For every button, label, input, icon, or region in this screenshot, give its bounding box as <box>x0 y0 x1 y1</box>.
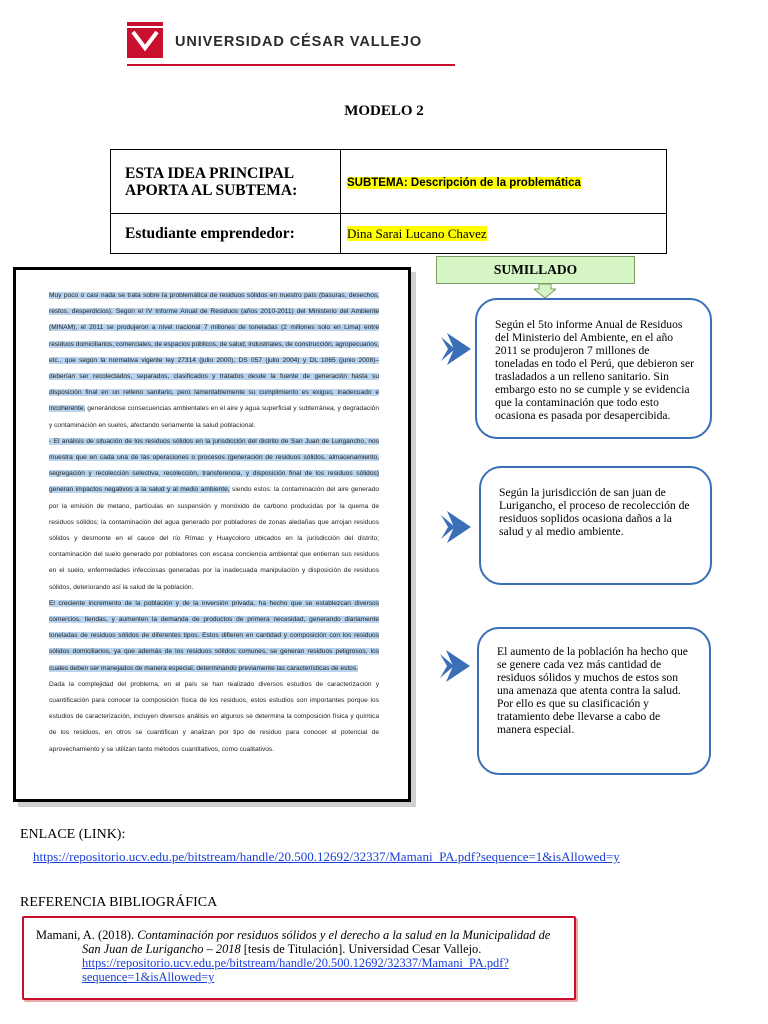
link-label: ENLACE (LINK): <box>20 827 126 842</box>
reference-author: Mamani, A. (2018). <box>36 928 138 942</box>
doc-text: generándose consecuencias ambientales en el aire y agua superficial y subterránea, y degradación y contaminación en suelos, afectando seriamente la salud poblacional. <box>49 405 379 429</box>
header-rule <box>127 64 455 66</box>
doc-highlight: El creciente incremento de la población y de la inversión privada, ha hecho que se establezcan diversos comercios, tiendas, y aumenten la demanda de productos de primera necesidad, generando diariamente toneladas de residuos sólidos de diferentes tipos. Estos difieren en cantidad y composición con los residuos sólidos domiciliarios, ya que además de los residuos sólidos comunes, se generan residuos peligrosos, los cuales deben ser manejados de manera especial, determinando previamente las características de estos. <box>49 599 379 672</box>
subtema-value: SUBTEMA: Descripción de la problemática <box>347 176 581 189</box>
doc-paragraph-1 <box>49 288 379 434</box>
reference-label: REFERENCIA BIBLIOGRÁFICA <box>20 895 218 910</box>
idea-label: ESTA IDEA PRINCIPAL APORTA AL SUBTEMA: <box>111 150 341 214</box>
document-image <box>13 267 411 802</box>
sumillado-heading: SUMILLADO <box>436 256 635 284</box>
doc-highlight: - El análisis de situación de los residuos sólidos en la jurisdicción del distrito de San Juan de Lurigancho, nos muestra que en cada una de las operaciones o procesos (generación de residuos sólidos, almacenamiento, segregación y recolección selectiva, recolección, transferencia, y disposición final de los residuos sólidos) generan impactos negativos a la salud y al medio ambiente, <box>49 437 379 494</box>
right-arrow-icon <box>441 333 471 365</box>
source-link[interactable]: https://repositorio.ucv.edu.pe/bitstream/handle/20.500.12692/32337/Mamani_PA.pdf?sequence=1&isAllowed=y <box>33 849 620 864</box>
summary-box-1: Según el 5to informe Anual de Residuos del Ministerio del Ambiente, en el año 2011 se produjeron 7 millones de toneladas en todo el Perú, que debieron ser trasladados a un relleno sanitario. Sin embargo esto no se cumple y se evidencia que la contaminación que todo esto ocasiona es pasada por desapercibida. <box>475 298 712 439</box>
summary-box-2: Según la jurisdicción de san juan de Lurigancho, el proceso de recolección de residuos soplidos ocasiona daños a la salud y al medio ambiente. <box>479 466 712 585</box>
doc-paragraph-4: Dada la complejidad del problema, en el país se han realizado diversos estudios de caracterización y cuantificación para conocer la composición física de los residuos, estos estudios son importantes porque los estudios de caracterización, incluyen diversos análisis en algunos se determina la composición física y química de los residuos, en otros se cuantifican y analizan por tipo de residuo para conocer el potencial de aprovechamiento y se utilizan tanto métodos cuantitativos, como cualitativos. <box>49 680 379 753</box>
doc-paragraph-2 <box>49 434 379 596</box>
subtema-cell <box>341 150 667 214</box>
reference-publisher: [tesis de Titulación]. Universidad Cesar Vallejo. <box>240 942 482 956</box>
doc-highlight: Muy poco o casi nada se trata sobre la problemática de residuos sólidos en nuestro país (basuras, desechos, restos, desperdicios). Según el IV Informe Anual de Residuos (años 2010-2011) del Ministerio del Ambiente (MINAM), el 2011 se produjeron a nivel nacional 7 millones de toneladas (2 millones solo en Lima) entre residuos domiciliarios, comerciales, de espacios públicos, de salud, industriales, de construcción, agropecuarios, etc., que según la normativa vigente ley 27314 (julio 2000), DS 057 (julio 2004) y DL 1065 (junio 2008)– deberían ser recolectados, separados, clasificados y tratados desde la fuente de generación hasta su disposición final en un relleno sanitario, pero lamentablemente su cumplimiento es exiguo, inadecuado e incoherente, <box>49 292 379 413</box>
student-label: Estudiante emprendedor: <box>111 214 341 254</box>
doc-paragraph-3 <box>49 596 379 677</box>
reference-link[interactable]: https://repositorio.ucv.edu.pe/bitstream/handle/20.500.12692/32337/Mamani_PA.pdf?sequence=1&isAllowed=y <box>82 956 509 984</box>
summary-box-3: El aumento de la población ha hecho que se genere cada vez más cantidad de residuos sólidos y muchos de estos son una amenaza que atenta contra la salud. Por ello es que su clasificación y tratamiento debe llevarse a cabo de manera especial. <box>477 627 711 775</box>
down-arrow-icon <box>534 284 556 298</box>
page-title: MODELO 2 <box>344 103 424 119</box>
student-value: Dina Sarai Lucano Chavez <box>347 225 487 241</box>
reference-box <box>22 916 576 1000</box>
document-text <box>49 288 379 758</box>
reference-text <box>36 928 570 984</box>
doc-text: siendo estos: la contaminación del aire generado por la emisión de metano, partículas en suspensión y monóxido de carbono producidas por la quema de residuos sólidos; la contaminación del agua generado por pobladores de zonas aledañas que arrojan residuos sólidos y desmonte en el cauce del río Rímac y Huaycoloro ubicados en la jurisdicción del distrito; contaminación del suelo generado por pobladores con escasa conciencia ambiental que entierran sus residuos en el suelo, enfermedades infecciosas generadas por la inadecuada manipulación y disposición de residuos sólidos, deteriorando así la salud de la población. <box>49 486 379 591</box>
right-arrow-icon <box>441 511 471 543</box>
logo-text: UNIVERSIDAD CÉSAR VALLEJO <box>175 34 423 50</box>
info-table <box>110 149 667 254</box>
ucv-logo-icon <box>127 22 163 58</box>
right-arrow-icon <box>440 650 470 682</box>
reference-title: Contaminación por residuos sólidos y el derecho a la salud en la Municipalidad de San Juan de Lurigancho – 2018 <box>82 928 551 956</box>
student-cell <box>341 214 667 254</box>
